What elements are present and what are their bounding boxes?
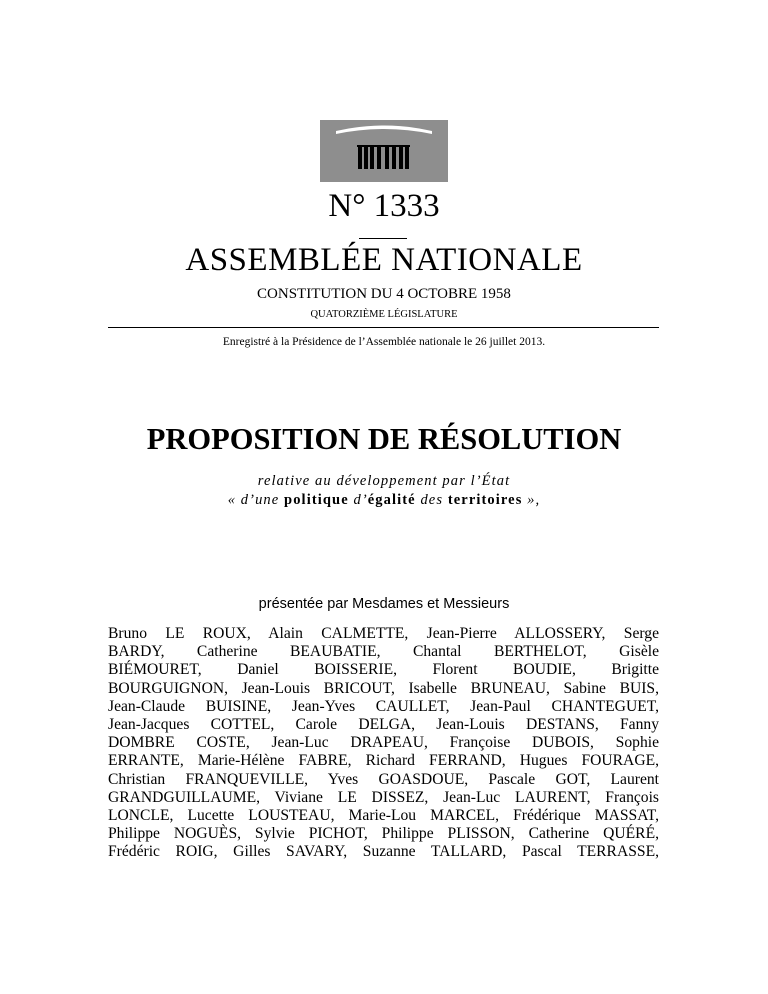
author-line: Christian FRANQUEVILLE, Yves GOASDOUE, Pascale GOT, Laurent <box>108 770 659 788</box>
author-line: Philippe NOGUÈS, Sylvie PICHOT, Philippe PLISSON, Catherine QUÉRÉ, <box>108 825 659 843</box>
subtitle-bold: territoires <box>447 492 523 508</box>
subtitle-line-1: relative au développement par l’État <box>257 473 511 489</box>
author-line: LONCLE, Lucette LOUSTEAU, Marie-Lou MARCEL, Frédérique MASSAT, <box>108 806 659 824</box>
author-line: Bruno LE ROUX, Alain CALMETTE, Jean-Pierre ALLOSSERY, Serge <box>108 625 659 642</box>
document-title: PROPOSITION DE RÉSOLUTION <box>146 422 622 456</box>
assembly-name: ASSEMBLÉE NATIONALE <box>185 242 583 278</box>
legislature-line: QUATORZIÈME LÉGISLATURE <box>310 309 458 320</box>
title-separator <box>359 238 407 239</box>
document-number: N° 1333 <box>328 188 440 224</box>
author-line: BOURGUIGNON, Jean-Louis BRICOUT, Isabelle BRUNEAU, Sabine BUIS, <box>108 679 659 697</box>
subtitle-bold: égalité <box>367 492 416 508</box>
subtitle-text: « d’une <box>227 492 285 508</box>
authors-list <box>108 625 659 861</box>
author-line: GRANDGUILLAUME, Viviane LE DISSEZ, Jean-Luc LAURENT, François <box>108 788 659 806</box>
subtitle-bold: politique <box>284 492 349 508</box>
subtitle-line-2 <box>0 491 768 509</box>
author-line: ERRANTE, Marie-Hélène FABRE, Richard FERRAND, Hugues FOURAGE, <box>108 752 659 770</box>
author-line: Frédéric ROIG, Gilles SAVARY, Suzanne TALLARD, Pascal TERRASSE, <box>108 843 659 861</box>
horizontal-rule <box>108 327 659 328</box>
assemblee-nationale-logo <box>320 120 448 182</box>
author-line: Jean-Claude BUISINE, Jean-Yves CAULLET, Jean-Paul CHANTEGUET, <box>108 697 659 715</box>
subtitle-text: d’ <box>348 492 368 508</box>
registration-line: Enregistré à la Présidence de l’Assemblée nationale le 26 juillet 2013. <box>222 336 546 348</box>
author-line: Jean-Jacques COTTEL, Carole DELGA, Jean-Louis DESTANS, Fanny <box>108 715 659 733</box>
author-line: DOMBRE COSTE, Jean-Luc DRAPEAU, Françoise DUBOIS, Sophie <box>108 734 659 752</box>
author-line: BARDY, Catherine BEAUBATIE, Chantal BERTHELOT, Gisèle <box>108 643 659 661</box>
assemblee-nationale-emblem-icon <box>320 120 448 182</box>
presented-by: présentée par Mesdames et Messieurs <box>258 596 510 612</box>
subtitle-text: des <box>415 492 448 508</box>
subtitle-text: », <box>522 492 541 508</box>
author-line: BIÉMOURET, Daniel BOISSERIE, Florent BOUDIE, Brigitte <box>108 661 659 679</box>
constitution-line: CONSTITUTION DU 4 OCTOBRE 1958 <box>257 286 511 302</box>
